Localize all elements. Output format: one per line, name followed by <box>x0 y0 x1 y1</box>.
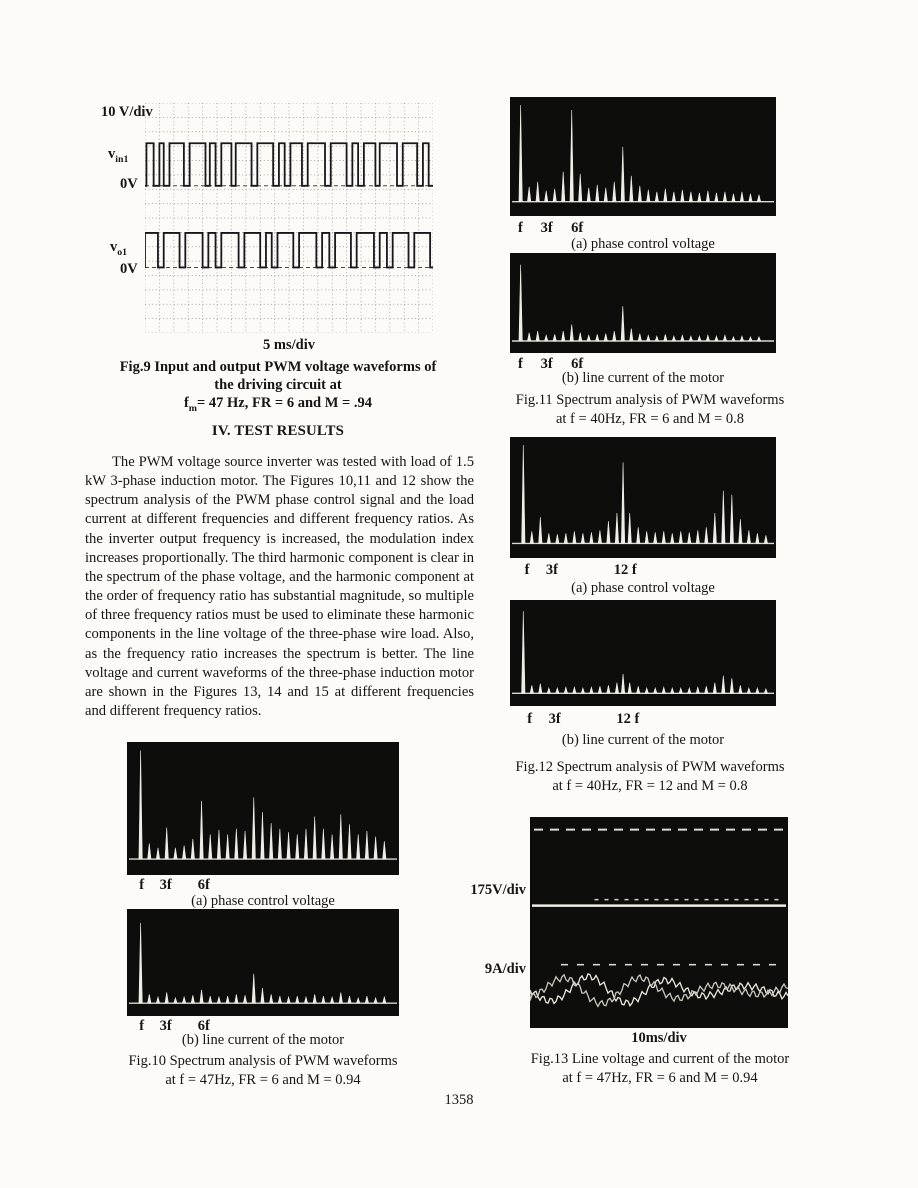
fig12b-sublabel: (b) line current of the motor <box>561 732 725 748</box>
fig11a-tick-f: f <box>517 220 523 236</box>
fig10b-tick-6f: 6f <box>197 1018 210 1034</box>
fig11-caption <box>500 391 800 428</box>
fig12b-tick-f: f <box>527 711 533 727</box>
fig9-caption <box>88 358 468 418</box>
fig13-caption <box>500 1050 820 1087</box>
fig9-trace2-label <box>110 239 127 258</box>
fig11b-spectrum-photo <box>510 253 776 353</box>
fig12b-spectrum-photo <box>510 600 776 706</box>
fig10-caption-line1: Fig.10 Spectrum analysis of PWM waveforms <box>128 1053 398 1069</box>
fig9-trace2-sub: o1 <box>117 246 128 258</box>
fig9-oscilloscope-plot <box>145 103 433 333</box>
fig12a-tick-f: f <box>524 562 530 578</box>
fig10a-spectrum-photo <box>127 742 399 875</box>
fig9-caption-line1: Fig.9 Input and output PWM voltage waveforms of <box>119 359 437 375</box>
fig9-caption3-post: = 47 Hz, FR = 6 and M = .94 <box>197 395 373 411</box>
fig11-caption-line2: at f = 40Hz, FR = 6 and M = 0.8 <box>555 410 745 427</box>
fig12b-tick-3f: 3f <box>548 711 561 727</box>
fig9-caption3-sub: m <box>188 402 197 414</box>
fig10a-tick-f: f <box>139 877 145 893</box>
fig12-caption-line2: at f = 40Hz, FR = 12 and M = 0.8 <box>552 777 748 794</box>
fig9-trace1-label <box>108 146 128 165</box>
fig13-caption-line1: Fig.13 Line voltage and current of the motor <box>530 1051 790 1067</box>
fig12-caption <box>500 758 800 795</box>
fig11b-tick-f: f <box>517 356 523 372</box>
fig9-zero1-label: 0V <box>120 176 138 192</box>
fig13-current-scale-label: 9A/div <box>484 961 526 977</box>
fig9-ydiv-label: 10 V/div <box>101 104 153 120</box>
page-number: 1358 <box>444 1092 474 1108</box>
fig12b-tick-12f: 12 f <box>616 711 640 727</box>
fig12a-spectrum-photo <box>510 437 776 558</box>
fig9-trace1-main: v <box>108 146 116 162</box>
fig9-caption3-pre: f <box>183 395 189 411</box>
fig9-caption-line2: the driving circuit at <box>214 377 342 393</box>
fig10a-tick-6f: 6f <box>197 877 210 893</box>
fig13-time-scale-label: 10ms/div <box>631 1030 687 1046</box>
fig11a-tick-3f: 3f <box>540 220 553 236</box>
fig10-caption <box>98 1052 428 1089</box>
fig11a-tick-6f: 6f <box>571 220 584 236</box>
fig10-caption-line2: at f = 47Hz, FR = 6 and M = 0.94 <box>165 1071 361 1088</box>
fig9-xdiv-label: 5 ms/div <box>263 337 315 353</box>
fig13-oscilloscope-photo <box>530 817 788 1028</box>
fig13-caption-line2: at f = 47Hz, FR = 6 and M = 0.94 <box>562 1069 758 1086</box>
fig10b-tick-3f: 3f <box>159 1018 172 1034</box>
fig10a-sublabel: (a) phase control voltage <box>191 893 335 909</box>
fig10a-tick-3f: 3f <box>159 877 172 893</box>
fig13-voltage-scale-label: 175V/div <box>470 882 526 898</box>
fig9-trace1-sub: in1 <box>115 153 129 165</box>
fig10b-spectrum-photo <box>127 909 399 1016</box>
fig12a-tick-3f: 3f <box>545 562 558 578</box>
fig9-caption-line3 <box>88 394 468 418</box>
fig11-caption-line1: Fig.11 Spectrum analysis of PWM waveforms <box>515 392 785 408</box>
fig11b-tick-6f: 6f <box>571 356 584 372</box>
fig10b-tick-f: f <box>139 1018 145 1034</box>
fig9-trace2-main: v <box>110 239 118 255</box>
fig12a-tick-12f: 12 f <box>613 562 637 578</box>
fig11a-spectrum-photo <box>510 97 776 216</box>
fig12-caption-line1: Fig.12 Spectrum analysis of PWM waveforms <box>515 759 785 775</box>
fig12a-sublabel: (a) phase control voltage <box>571 580 715 596</box>
section-heading: IV. TEST RESULTS <box>211 423 345 439</box>
fig9-zero2-label: 0V <box>120 261 138 277</box>
fig10b-sublabel: (b) line current of the motor <box>181 1032 345 1048</box>
fig12b-tick-row <box>510 711 776 729</box>
body-paragraph: The PWM voltage source inverter was tested with load of 1.5 kW 3-phase induction motor. The Figures 10,11 and 12 show the spectrum analysis of the PWM phase control signal and the load current at different frequencies and different frequency ratios. As the inverter output frequency is increased, the modulation index increases proportionally. The third harmonic component is clear in the spectrum of the phase voltage, and the harmonic component at the order of frequency ratio has substantial magnitude, so multiple of three frequency ratios must be used to eliminate these harmonic components in the line voltage of the three-phase wire load. Also, as the frequency ratio increases the spectrum is better. The line voltage and current waveforms of the three-phase induction motor are shown in the Figures 13, 14 and 15 at different frequencies and different frequency ratios. <box>85 454 474 720</box>
fig11a-sublabel: (a) phase control voltage <box>571 236 715 252</box>
fig11b-tick-3f: 3f <box>540 356 553 372</box>
fig11b-sublabel: (b) line current of the motor <box>561 370 725 386</box>
fig12a-tick-row <box>510 562 776 580</box>
